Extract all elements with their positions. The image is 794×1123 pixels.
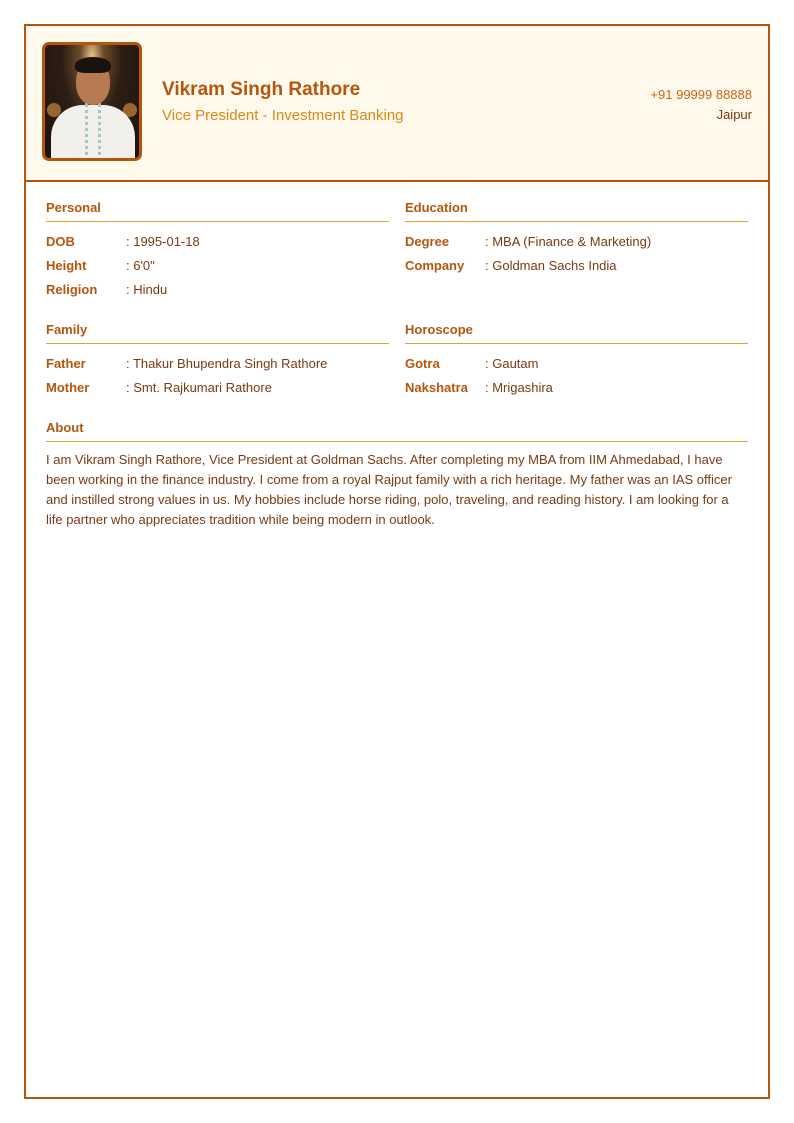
photo-hair-shape (75, 57, 111, 73)
detail-row (46, 258, 389, 274)
detail-label: Company (405, 258, 465, 273)
section-title: Horoscope (405, 322, 748, 344)
phone-number: +91 99999 88888 (650, 87, 752, 102)
detail-row (405, 258, 748, 274)
profile-header (26, 26, 768, 182)
profile-name: Vikram Singh Rathore (162, 79, 361, 100)
section-education (405, 200, 748, 306)
detail-row (405, 380, 748, 396)
section-title: Family (46, 322, 389, 344)
contact-info (650, 85, 752, 125)
about-text: I am Vikram Singh Rathore, Vice President at Goldman Sachs. After completing my MBA from IIM Ahmedabad, I have been working in the finance industry. I come from a royal Rajput family with a rich heritage. My father was an IAS officer and instilled strong values in us. My hobbies include horse riding, polo, traveling, and reading history. I am looking for a life partner who appreciates tradition while being modern in outlook. (46, 452, 732, 527)
detail-value: : 6'0" (126, 258, 155, 273)
photo-collar-shape (85, 103, 101, 161)
detail-value: : Goldman Sachs India (485, 258, 617, 273)
detail-row (46, 234, 389, 250)
detail-value: : Smt. Rajkumari Rathore (126, 380, 272, 395)
detail-label: Religion (46, 282, 98, 297)
section-title: About (46, 420, 748, 442)
section-family (46, 322, 389, 404)
details-row-1 (46, 200, 748, 322)
city: Jaipur (716, 107, 752, 122)
details-row-2 (46, 322, 748, 420)
profile-title: Vice President - Investment Banking (162, 107, 404, 124)
section-personal (46, 200, 389, 306)
detail-value: : Hindu (126, 282, 168, 297)
detail-value: : 1995-01-18 (126, 234, 200, 249)
detail-value: : Thakur Bhupendra Singh Rathore (126, 356, 328, 371)
section-title: Personal (46, 200, 389, 222)
detail-label: Father (46, 356, 86, 371)
details-content (26, 182, 768, 530)
detail-value: : Gautam (485, 356, 539, 371)
detail-row (46, 282, 389, 298)
biodata-page (24, 24, 770, 1099)
detail-label: Mother (46, 380, 90, 395)
detail-value: : MBA (Finance & Marketing) (485, 234, 652, 249)
detail-value: : Mrigashira (485, 380, 553, 395)
detail-row (46, 380, 389, 396)
profile-photo (42, 42, 142, 161)
detail-label: Degree (405, 234, 450, 249)
detail-row (405, 234, 748, 250)
detail-label: Height (46, 258, 87, 273)
detail-row (46, 356, 389, 372)
detail-row (405, 356, 748, 372)
detail-label: Nakshatra (405, 380, 468, 395)
section-title: Education (405, 200, 748, 222)
detail-label: Gotra (405, 356, 440, 371)
section-horoscope (405, 322, 748, 404)
section-about (46, 420, 748, 530)
detail-label: DOB (46, 234, 75, 249)
